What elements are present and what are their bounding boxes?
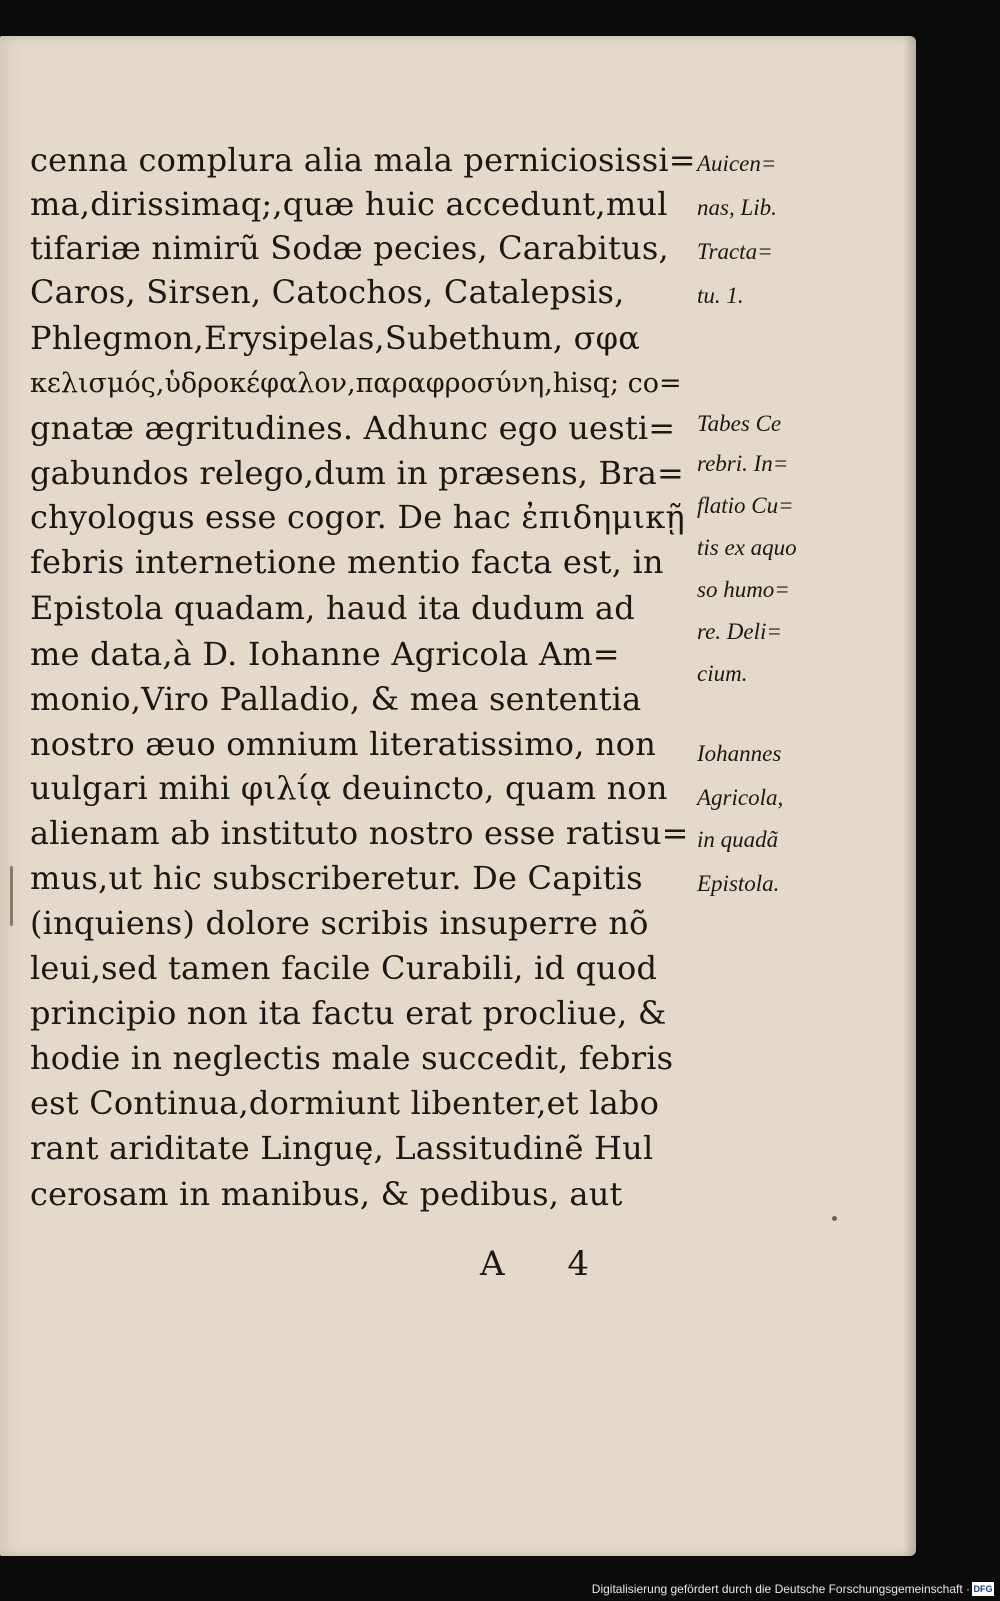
text-line: me data,à D. Iohanne Agricola Am= bbox=[30, 635, 620, 673]
margin-note-line: tu. 1. bbox=[697, 283, 744, 308]
margin-note-line: Iohannes bbox=[697, 741, 782, 766]
text-line: chyologus esse cogor. De hac ἐπιδημικῇ bbox=[30, 498, 685, 536]
text-line: gnatæ ægritudines. Adhunc ego uesti= bbox=[30, 409, 676, 447]
margin-note-line: flatio Cu= bbox=[697, 493, 794, 518]
text-line: monio,Viro Palladio, & mea sententia bbox=[30, 680, 642, 718]
text-line: Phlegmon,Erysipelas,Subethum, σφα bbox=[30, 319, 641, 357]
digitization-credit: Digitalisierung gefördert durch die Deutsche Forschungsgemeinschaft · bbox=[591, 1582, 970, 1596]
text-line: cerosam in manibus, & pedibus, aut bbox=[30, 1175, 623, 1213]
text-line: hodie in neglectis male succedit, febris bbox=[30, 1039, 674, 1077]
text-line: Caros, Sirsen, Catochos, Catalepsis, bbox=[30, 273, 625, 311]
text-line: mus,ut hic subscriberetur. De Capitis bbox=[30, 859, 643, 897]
paper-speck bbox=[10, 866, 13, 926]
margin-note-line: in quadã bbox=[697, 827, 779, 852]
text-line: est Continua,dormiunt libenter,et labo bbox=[30, 1084, 660, 1122]
text-line: tifariæ nimirũ Sodæ pecies, Carabitus, bbox=[30, 229, 669, 267]
text-line: alienam ab instituto nostro esse ratisu= bbox=[30, 814, 689, 852]
text-line: rant ariditate Linguę, Lassitudinẽ Hul bbox=[30, 1129, 654, 1167]
margin-note-line: cium. bbox=[697, 661, 748, 686]
text-line: ma,dirissimaq;,quæ huic accedunt,mul bbox=[30, 185, 668, 223]
text-line: Epistola quadam, haud ita dudum ad bbox=[30, 589, 635, 627]
margin-note-line: Tracta= bbox=[697, 239, 773, 264]
text-line: (inquiens) dolore scribis insuperre nõ bbox=[30, 904, 649, 942]
margin-note-line: Tabes Ce bbox=[697, 411, 782, 436]
margin-note-line: nas, Lib. bbox=[697, 195, 777, 220]
text-line: leui,sed tamen facile Curabili, id quod bbox=[30, 949, 658, 987]
margin-note-line: re. Deli= bbox=[697, 619, 782, 644]
margin-note-line: tis ex aquo bbox=[697, 535, 797, 560]
margin-note-line: Agricola, bbox=[697, 785, 784, 810]
text-line: gabundos relego,dum in præsens, Bra= bbox=[30, 454, 685, 492]
margin-note-line: rebri. In= bbox=[697, 451, 789, 476]
margin-note-line: Epistola. bbox=[697, 871, 780, 896]
dfg-logo-icon: DFG bbox=[973, 1584, 993, 1594]
margin-note-line: Auicen= bbox=[697, 151, 777, 176]
text-line: κελισμός,ὑδροκέφαλον,παραφροσύνη,hisq; co= bbox=[30, 368, 682, 399]
text-line: nostro æuo omnium literatissimo, non bbox=[30, 725, 657, 763]
paper-speck bbox=[832, 1216, 837, 1221]
text-line: uulgari mihi φιλίᾳ deuincto, quam non bbox=[30, 769, 668, 807]
text-line: febris internetione mentio facta est, in bbox=[30, 543, 664, 581]
margin-note-line: so humo= bbox=[697, 577, 790, 602]
signature-mark: A 4 bbox=[480, 1244, 615, 1284]
text-line: cenna complura alia mala perniciosissi= bbox=[30, 141, 696, 179]
text-line: principio non ita factu erat procliue, & bbox=[30, 994, 667, 1032]
